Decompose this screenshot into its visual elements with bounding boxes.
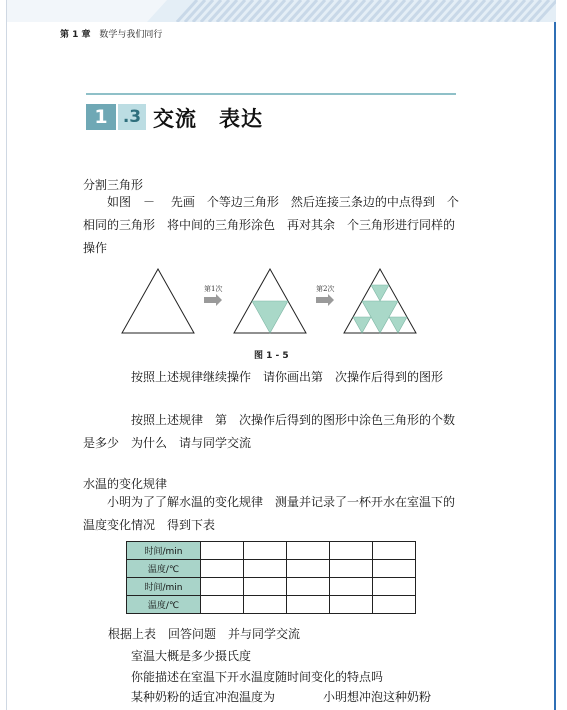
chapter-title: 数学与我们同行: [99, 30, 163, 40]
table-row: [127, 596, 416, 614]
chapter-number: 第 1 章: [60, 30, 91, 40]
row-label-temp: 温度/℃: [127, 596, 201, 614]
triangle-step0: [122, 269, 194, 333]
triangle-step2: [344, 269, 416, 333]
row-label-time: 时间/min: [127, 542, 201, 560]
part2-paragraph: 小明为了了解水温的变化规律 测量并记录了一杯开水在室温下的温度变化情况 得到下表: [83, 495, 456, 532]
triangle-figure: [120, 268, 420, 336]
section-number: 1: [86, 104, 116, 130]
running-head: [60, 27, 162, 40]
section-subnumber: .3: [118, 104, 146, 130]
part2-question2: 你能描述在室温下开水温度随时间变化的特点吗: [131, 670, 384, 684]
arrow-2: [316, 284, 334, 306]
section-title: 交流 表达: [153, 107, 263, 131]
title-rule: [86, 93, 456, 95]
arrow2-label: 第2次: [316, 285, 335, 293]
part1-paragraph: 如图 － 先画 个等边三角形 然后连接三条边的中点得到 个相同的三角形 将中间的三角形涂色 再对其余 个三角形进行同样的操作: [83, 195, 459, 255]
table-row: [127, 578, 416, 596]
part1-heading: 分割三角形: [83, 178, 144, 192]
part2-heading: 水温的变化规律: [83, 477, 168, 491]
row-label-time: 时间/min: [127, 578, 201, 596]
arrow1-label: 第1次: [204, 285, 223, 293]
part2-question3: 某种奶粉的适宜冲泡温度为 小明想冲泡这种奶粉: [131, 690, 432, 704]
part1-question1: 按照上述规律继续操作 请你画出第 次操作后得到的图形: [83, 370, 444, 384]
row-label-temp: 温度/℃: [127, 560, 201, 578]
arrow-1: [204, 284, 222, 306]
temperature-table: [126, 541, 416, 614]
part2-after-table: 根据上表 回答问题 并与同学交流: [108, 627, 301, 641]
section-badge: [86, 104, 146, 130]
part1-question2: 按照上述规律 第 次操作后得到的图形中涂色三角形的个数是多少 为什么 请与同学交流: [83, 413, 456, 450]
table-row: [127, 560, 416, 578]
table-row: [127, 542, 416, 560]
figure-caption: 图 1 - 5: [254, 351, 289, 361]
part2-question1: 室温大概是多少摄氏度: [131, 649, 252, 663]
header-band: [7, 0, 556, 22]
triangle-step1: [234, 269, 306, 333]
